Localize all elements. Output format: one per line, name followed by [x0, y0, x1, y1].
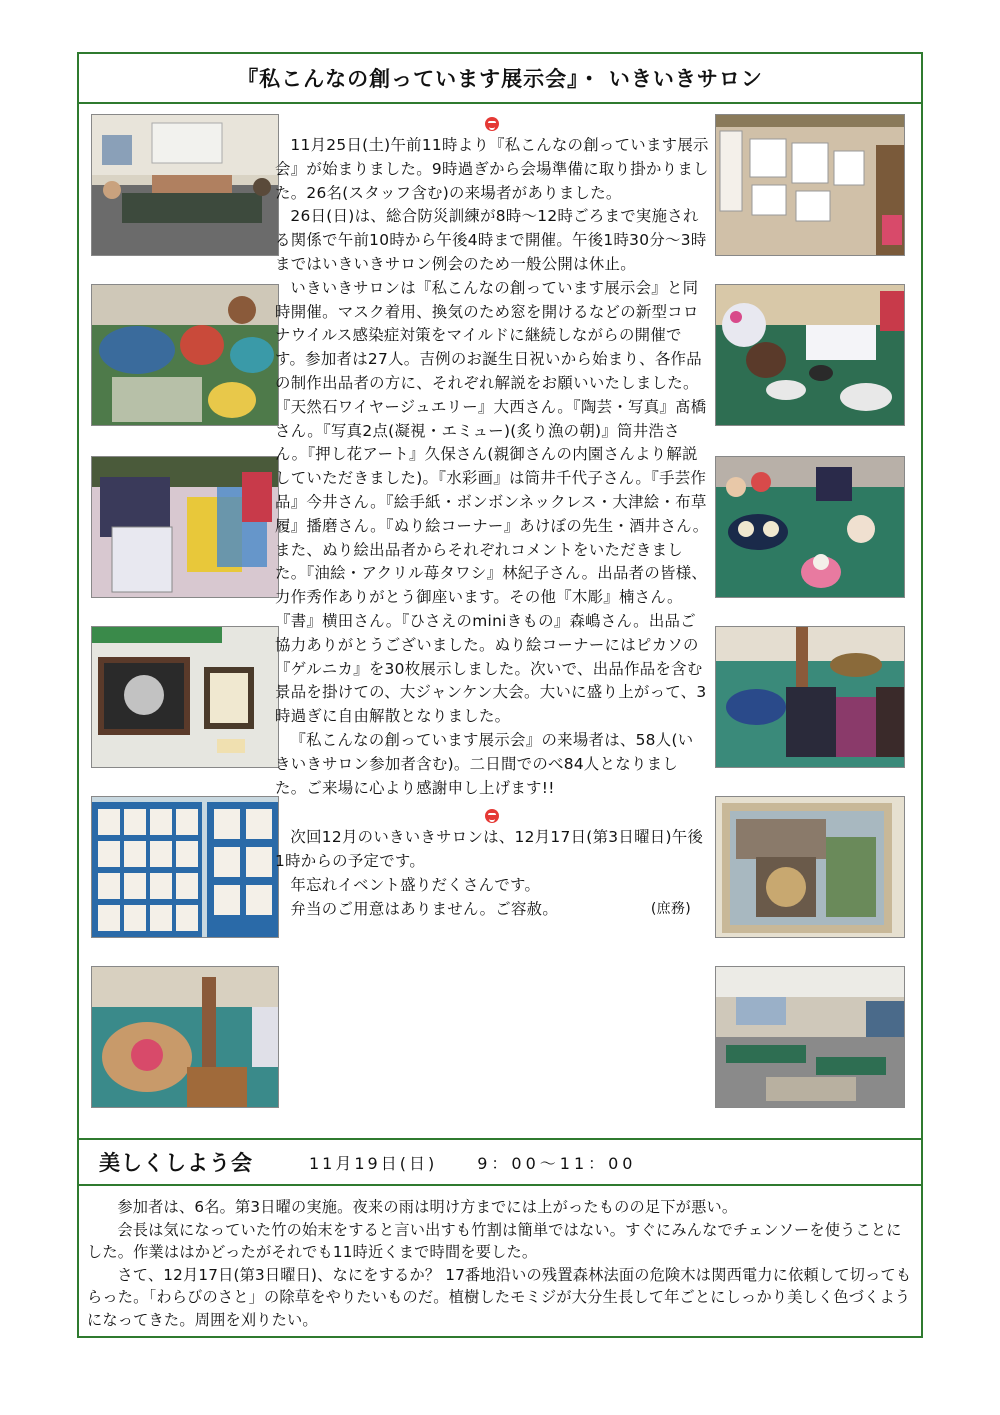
photo-watercolor [715, 796, 905, 938]
section-date: 11月19日(日) [309, 1153, 438, 1173]
title-bar [79, 54, 921, 104]
article-paragraph: いきいきサロンは『私こんなの創っています展示会』と同時開催。マスク着用、換気のため窓を開けるなどの新型コロナウイルス感染症対策をマイルドに継続しながらの開催です。参加者は27人。吉例のお誕生日祝いから始まり、各作品の制作出品者の方に、それぞれ解説をお願いいたしました。『天然石ワイヤージュエリー』大西さん。『陶芸・写真』髙橋さん。『写真2点(凝視・エミュー)(炙り漁の朝)』筒井浩さん。『押し花アート』久保さん(親御さんの内園さんより解説していただきました)。『水彩画』は筒井千代子さん。『手芸作品』今井さん。『絵手紙・ボンボンネックレス・大津絵・布草履』播磨さん。『ぬり絵コーナー』あけぼの先生・酒井さん。また、ぬり絵出品者からそれぞれコメントをいただきました。『油絵・アクリル苺タワシ』林紀子さん。出品者の皆様、力作秀作ありがとう御座います。その他『木彫』楠さん。『書』横田さん。『ひさえのminiきもの』森嶋さん。出品ご協力ありがとうございました。ぬり絵コーナーにはピカソの『ゲルニカ』を30枚展示しました。次いで、出品作品を含む景品を掛けての、大ジャンケン大会。大いに盛り上がって、3時過ぎに自由解散となりました。 [275, 278, 709, 726]
photo-crafts-baskets [91, 284, 279, 426]
article-body [275, 112, 709, 922]
article-paragraph: 11月25日(土)午前11時より『私こんなの創っています展示会』が始まりました。9時過ぎから会場準備に取り掛かりました。26名(スタッフ含む)の来場者がありました。 [275, 136, 709, 202]
section-body [87, 1196, 915, 1332]
photo-kimono-dolls [715, 456, 905, 598]
page-title: 『私こんなの創っています展示会』・ いきいきサロン [237, 67, 763, 91]
photo-wall-exhibits [715, 114, 905, 256]
next-meeting-line: 次回12月のいきいきサロンは、12月17日(第3日曜日)午後1時からの予定です。 [275, 828, 704, 871]
next-meeting-line: 年忘れイベント盛りだくさんです。 [290, 875, 541, 894]
newsletter-frame [77, 52, 923, 1338]
smiley-icon [275, 804, 709, 826]
section-paragraph: さて、12月17日(第3日曜日)、なにをするか？ 17番地沿いの残置森林法面の危険木は関西電力に依頼して切ってもらった。「わらびのさと」の除草をやりたいものだ。植樹したモミジが大分生長して年ごとにしっかり美しく色づくようになってきた。周囲を刈りたい。 [87, 1265, 912, 1329]
next-meeting-text: 弁当のご用意はありません。ご容赦。 [290, 899, 559, 918]
smiley-icon [275, 112, 709, 134]
photo-coloring-corner [91, 796, 279, 938]
photo-woodcarving [91, 966, 279, 1108]
photo-salon-room [91, 114, 279, 256]
signature: (庶務) [650, 900, 691, 917]
photo-bags [91, 456, 279, 598]
photo-pressed-flower-art [91, 626, 279, 768]
section-paragraph: 会長は気になっていた竹の始末をすると言い出すも竹割は簡単ではない。すぐにみんなでチェンソーを使うことにした。作業ははかどったがそれでも11時近くまで時間を要した。 [87, 1220, 902, 1262]
photo-crafts-table [715, 626, 905, 768]
photo-venue-room [715, 966, 905, 1108]
article-paragraph: 『私こんなの創っています展示会』の来場者は、58人(いきいきサロン参加者含む)。二日間でのべ84人となりました。ご来場に心より感謝申し上げます!! [275, 730, 694, 797]
article-paragraph: 26日(日)は、総合防災訓練が8時～12時ごろまで実施される関係で午前10時から午後4時まで開催。午後1時30分～3時まではいきいきサロン例会のため一般公開は休止。 [275, 207, 707, 273]
photo-pottery-flowers [715, 284, 905, 426]
section-header [79, 1138, 921, 1186]
section-title: 美しくしよう会 [99, 1151, 253, 1175]
section-paragraph: 参加者は、6名。第3日曜の実施。夜来の雨は明け方までには上がったものの足下が悪い。 [117, 1198, 738, 1216]
next-meeting-line [275, 898, 709, 922]
section-time: 9：00～11：00 [477, 1153, 637, 1173]
next-meeting-notice [275, 826, 709, 921]
